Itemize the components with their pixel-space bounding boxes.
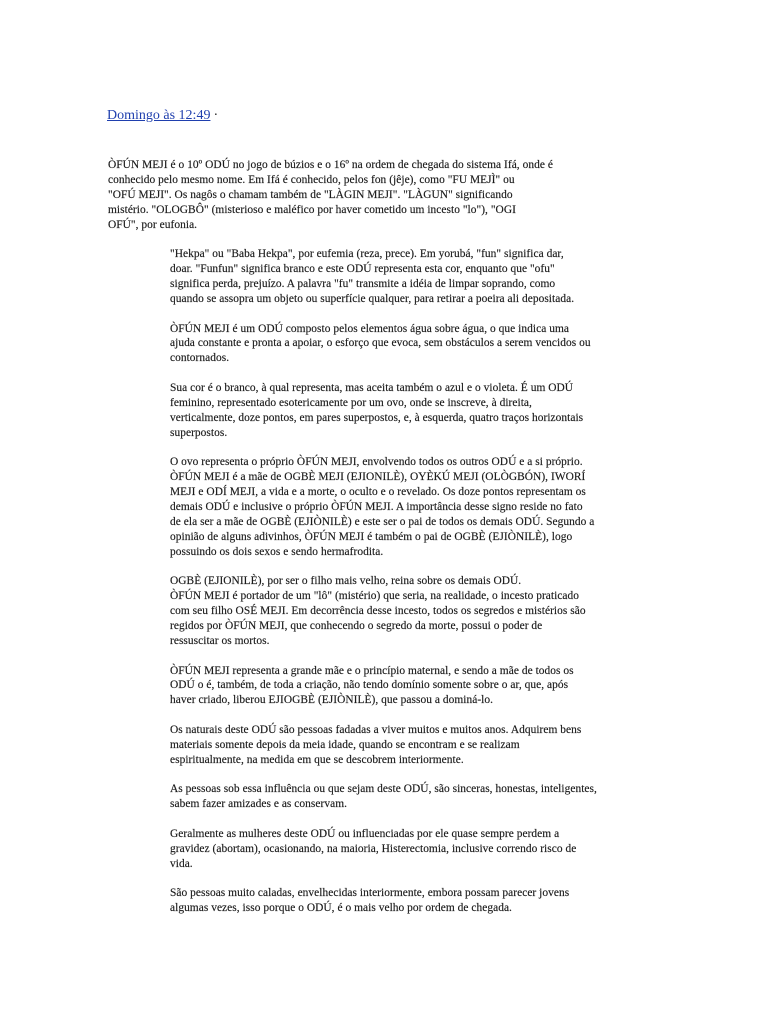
paragraph-9 (108, 782, 664, 812)
paragraph-line: OGBÈ (EJIONILÈ), por ser o filho mais velho, reina sobre os demais ODÚ. (170, 575, 522, 588)
paragraph-1 (108, 158, 664, 233)
paragraph-line: regidos por ÒFÚN MEJI, que conhecendo o segredo da morte, possui o poder de (170, 620, 543, 632)
paragraph-line: "Hekpa" ou "Baba Hekpa", por eufemia (reza, prece). Em yorubá, "fun" significa dar, (170, 248, 564, 261)
paragraph-line: Geralmente as mulheres deste ODÚ ou influenciadas por ele quase sempre perdem a (170, 827, 560, 840)
paragraph-line: ÒFÚN MEJI é a mãe de OGBÈ MEJI (EJIONILÈ), OYÈKÚ MEJI (OLÒGBÓN), IWORÍ (170, 471, 586, 484)
paragraph-3 (108, 322, 664, 367)
paragraph-line: quando se assopra um objeto ou superfície qualquer, para retirar a poeira ali depositada. (170, 292, 575, 305)
paragraph-6 (108, 574, 664, 649)
paragraph-line: algumas vezes, isso porque o ODÚ, é o mais velho por ordem de chegada. (170, 902, 512, 915)
paragraph-4 (108, 381, 664, 441)
paragraph-line: OFÚ", por eufonia. (108, 218, 198, 231)
paragraph-line: superpostos. (170, 426, 228, 439)
paragraph-line: mistério. "OLOGBÔ" (misterioso e maléfico por haver cometido um incesto "lo"), "OGI (108, 203, 516, 216)
paragraph-line: com seu filho OSÉ MEJI. Em decorrência desse incesto, todos os segredos e mistérios são (170, 605, 586, 618)
paragraph-line: doar. "Funfun" significa branco e este ODÚ representa esta cor, enquanto que "ofu" (170, 263, 555, 276)
header-separator: · (213, 108, 219, 123)
article-body (108, 158, 664, 931)
paragraph-line: contornados. (170, 352, 230, 365)
paragraph-10 (108, 827, 664, 872)
paragraph-line: ajuda constante e pronta a apoiar, o esforço que evoca, sem obstáculos a serem vencidos ou (170, 337, 591, 350)
paragraph-line: sabem fazer amizades e as conservam. (170, 798, 347, 811)
paragraph-11 (108, 886, 664, 916)
paragraph-line: As pessoas sob essa influência ou que sejam deste ODÚ, são sinceras, honestas, inteligentes, (170, 783, 597, 796)
timestamp-link[interactable]: Domingo às 12:49 (107, 108, 211, 123)
paragraph-line: significa perda, prejuízo. A palavra "fu" transmite a idéia de limpar soprando, como (170, 278, 556, 291)
paragraph-line: MEJI e ODÍ MEJI, a vida e a morte, o oculto e o revelado. Os doze pontos representam os (170, 486, 586, 499)
paragraph-line: ressuscitar os mortos. (170, 634, 270, 647)
paragraph-line: "OFÚ MEJI". Os nagôs o chamam também de "LÀGIN MEJI". "LÀGUN" significando (108, 188, 513, 201)
paragraph-line: gravidez (abortam), ocasionando, na maioria, Histerectomia, inclusive correndo risco de (170, 842, 577, 855)
paragraph-line: vida. (170, 857, 193, 870)
paragraph-line: materiais somente depois da meia idade, quando se encontram e se realizam (170, 738, 520, 751)
paragraph-line: demais ODÚ e inclusive o próprio ÒFÚN MEJI. A importância desse signo reside no fato (170, 500, 583, 513)
paragraph-8 (108, 723, 664, 768)
paragraph-line: ÒFÚN MEJI é o 10º ODÚ no jogo de búzios e o 16º na ordem de chegada do sistema Ifá, onde é (108, 159, 553, 171)
paragraph-line: haver criado, liberou EJIOGBÈ (EJIÒNILÈ), que passou a dominá-lo. (170, 694, 494, 707)
paragraph-line: ÒFÚN MEJI é um ODÚ composto pelos elementos água sobre água, o que indica uma (170, 322, 569, 335)
paragraph-line: São pessoas muito caladas, envelhecidas interiormente, embora possam parecer jovens (170, 887, 570, 900)
paragraph-line: opinião de alguns adivinhos, ÒFÚN MEJI é também o pai de OGBÈ (EJIÒNILÈ), logo (170, 530, 573, 543)
paragraph-line: ÒFÚN MEJI representa a grande mãe e o princípio maternal, e sendo a mãe de todos os (170, 664, 574, 677)
paragraph-line: ODÚ o é, também, de toda a criação, não tendo domínio somente sobre o ar, que, após (170, 679, 569, 692)
paragraph-line: de ela ser a mãe de OGBÈ (EJIÒNILÈ) e este ser o pai de todos os demais ODÚ. Segundo a (170, 515, 595, 528)
paragraph-7 (108, 664, 664, 709)
paragraph-line: ÒFÚN MEJI é portador de um "lô" (mistério) que seria, na realidade, o incesto praticado (170, 590, 580, 603)
paragraph-line: Os naturais deste ODÚ são pessoas fadadas a viver muitos e muitos anos. Adquirem bens (170, 723, 582, 736)
paragraph-line: O ovo representa o próprio ÒFÚN MEJI, envolvendo todos os outros ODÚ e a si próprio. (170, 456, 583, 469)
paragraph-5 (108, 455, 664, 559)
post-header (107, 107, 218, 125)
paragraph-line: Sua cor é o branco, à qual representa, mas aceita também o azul e o violeta. É um ODÚ (170, 381, 574, 394)
paragraph-2 (108, 247, 664, 307)
paragraph-line: possuindo os dois sexos e sendo hermafrodita. (170, 545, 384, 558)
paragraph-line: conhecido pelo mesmo nome. Em Ifá é conhecido, pelos fon (jêje), como "FU MEJÌ" ou (108, 173, 515, 186)
paragraph-line: feminino, representado esotericamente por um ovo, onde se inscreve, à direita, (170, 396, 532, 409)
paragraph-line: verticalmente, doze pontos, em pares superpostos, e, à esquerda, quatro traços horizontais (170, 411, 584, 424)
paragraph-line: espiritualmente, na medida em que se descobrem interiormente. (170, 753, 464, 766)
